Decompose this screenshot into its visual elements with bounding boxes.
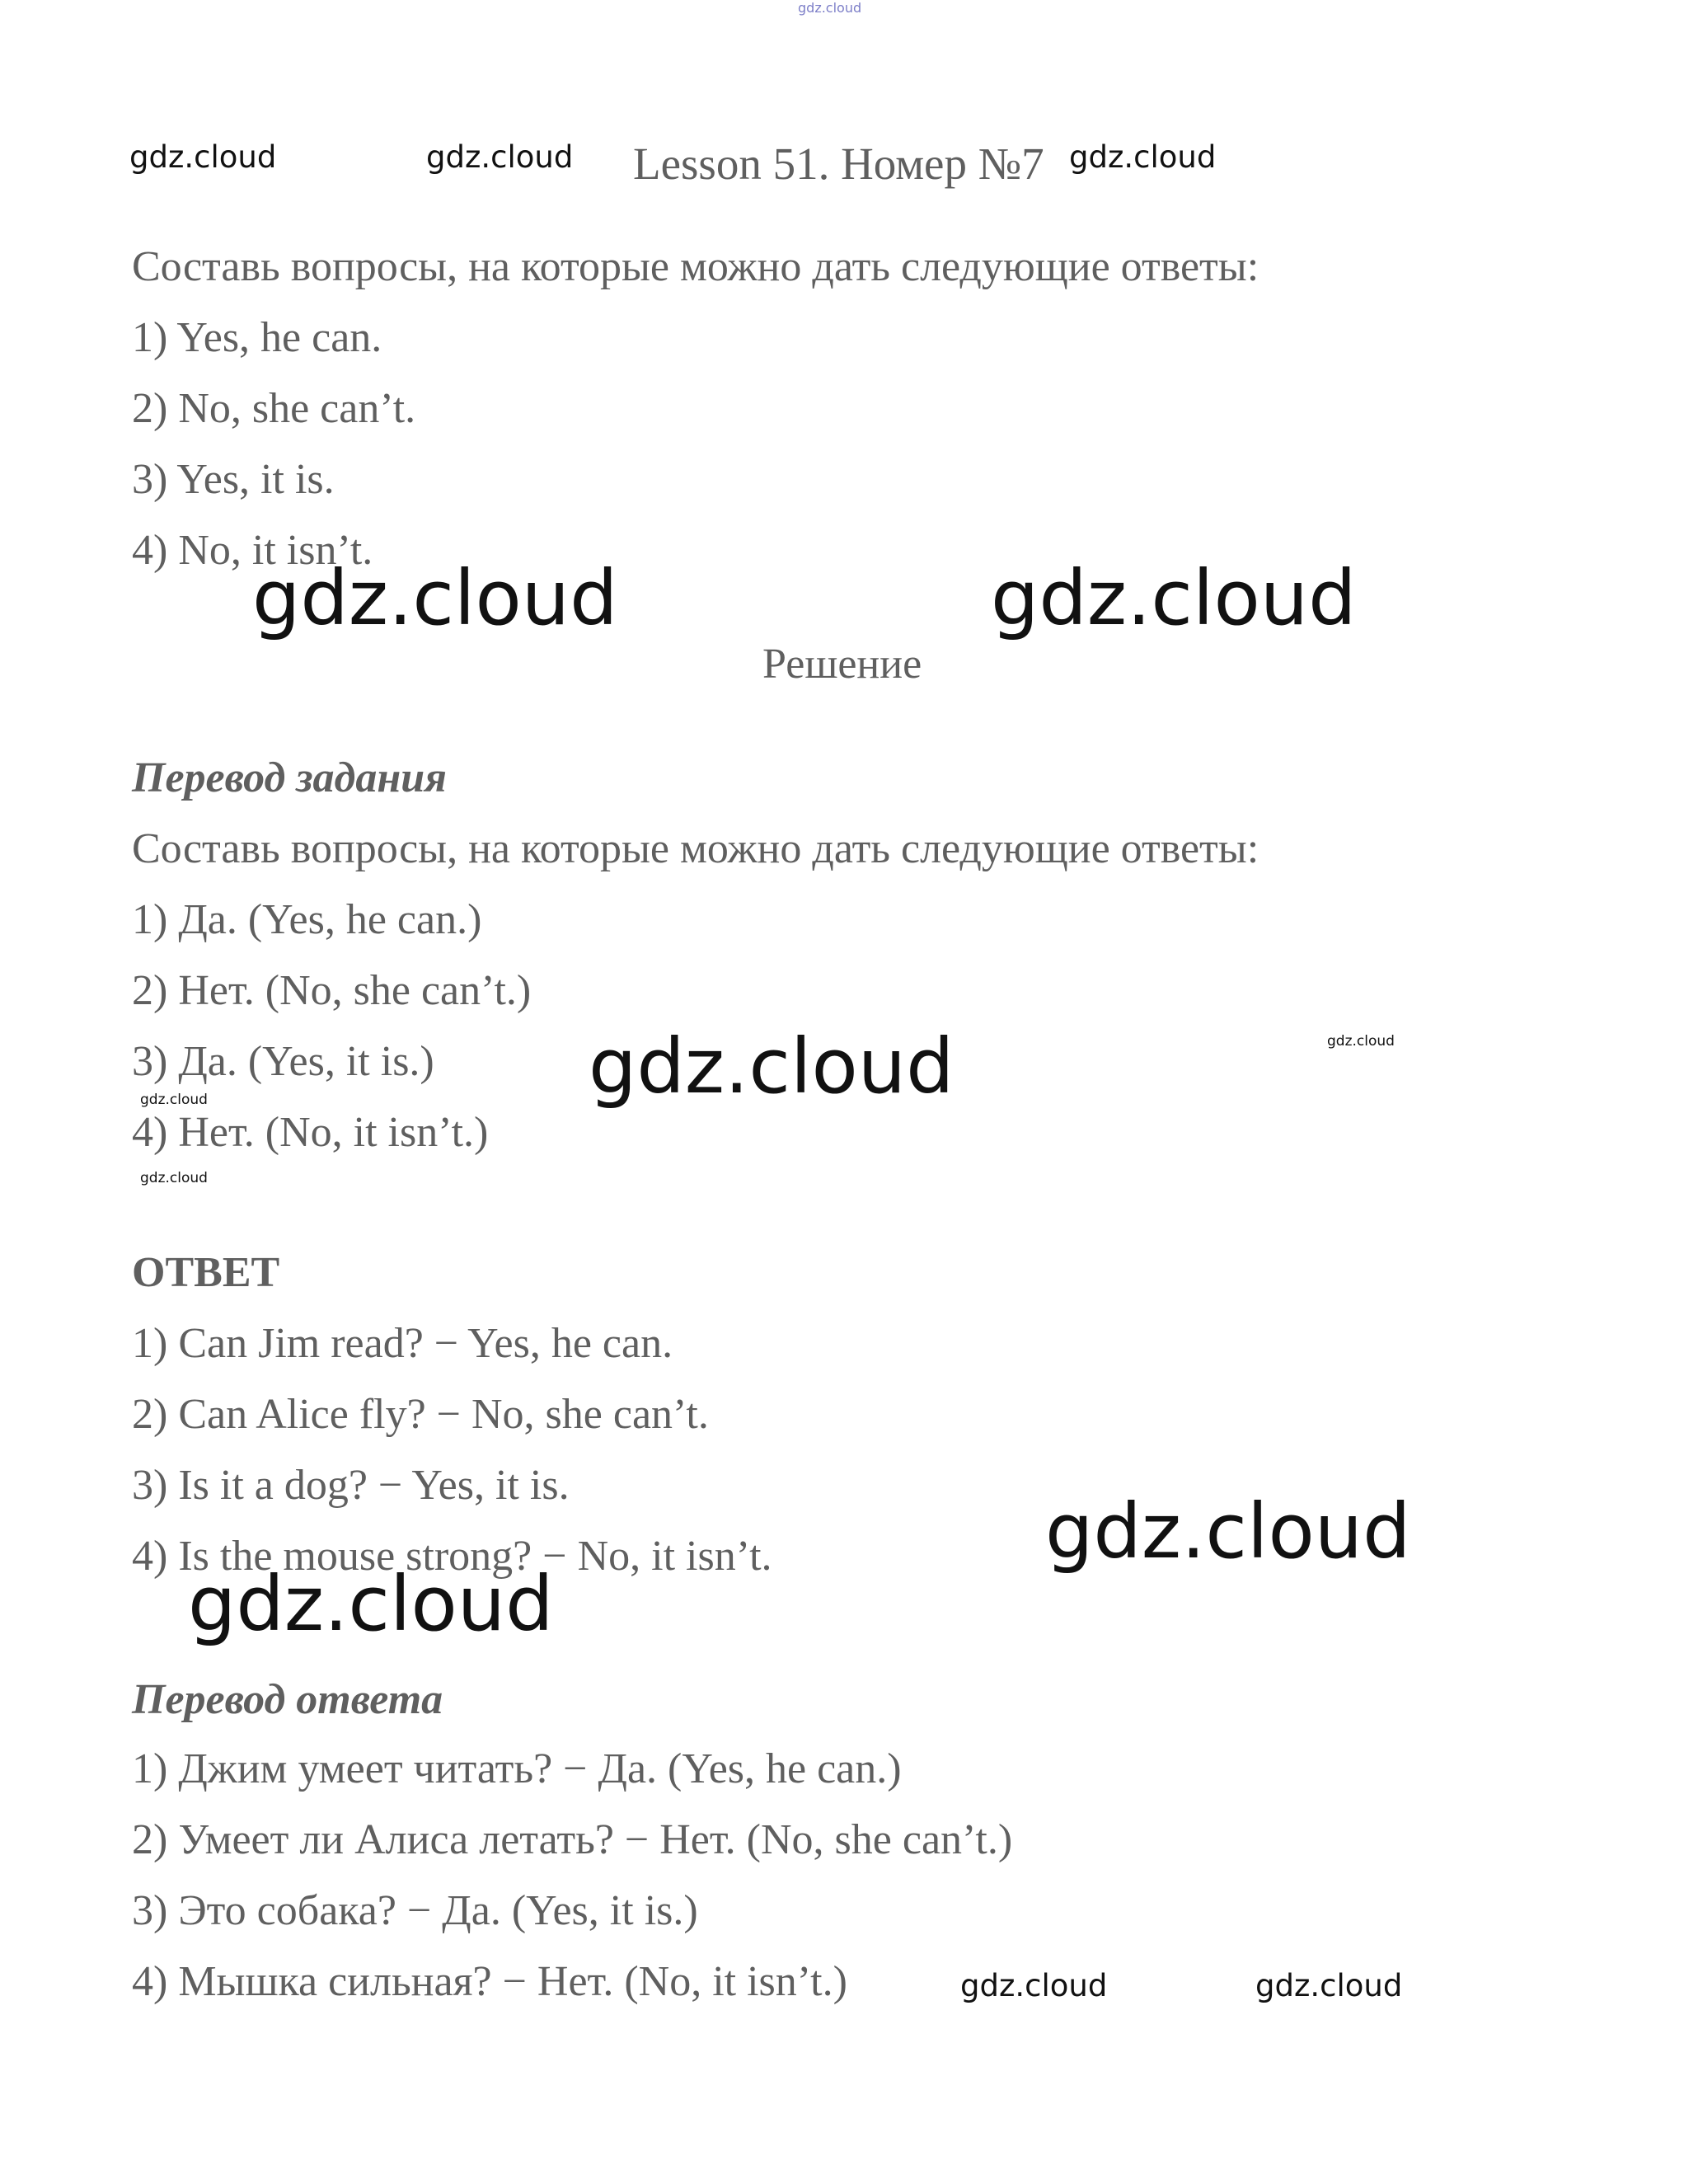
task-item-2: 2) No, she can’t. [132, 385, 416, 432]
task-item-3: 3) Yes, it is. [132, 456, 335, 503]
answer-item-3: 3) Is it a dog? − Yes, it is. [132, 1462, 570, 1509]
translation-answer-heading: Перевод ответа [132, 1676, 443, 1723]
answer-item-4: 4) Is the mouse strong? − No, it isn’t. [132, 1533, 772, 1580]
watermark-footer-1: gdz.cloud [960, 1968, 1108, 2003]
translation-task-item-2: 2) Нет. (No, she can’t.) [132, 967, 532, 1014]
translation-answer-item-4: 4) Мышка сильная? − Нет. (No, it isn’t.) [132, 1958, 847, 2005]
answer-item-1: 1) Can Jim read? − Yes, he can. [132, 1320, 673, 1367]
translation-answer-item-1: 1) Джим умеет читать? − Да. (Yes, he can.) [132, 1745, 902, 1792]
watermark-header-2: gdz.cloud [426, 139, 574, 175]
watermark-header-1: gdz.cloud [129, 139, 277, 175]
translation-task-item-1: 1) Да. (Yes, he can.) [132, 896, 482, 943]
task-item-1: 1) Yes, he can. [132, 314, 382, 361]
solution-label: Решение [762, 641, 922, 688]
watermark-large-4: gdz.cloud [1045, 1487, 1411, 1576]
watermark-large-3: gdz.cloud [589, 1022, 955, 1111]
watermark-large-5: gdz.cloud [188, 1560, 554, 1648]
translation-task-text: Составь вопросы, на которые можно дать следующие ответы: [132, 825, 1259, 872]
watermark-footer-2: gdz.cloud [1255, 1968, 1403, 2003]
translation-answer-item-2: 2) Умеет ли Алиса летать? − Нет. (No, she can’t.) [132, 1816, 1013, 1863]
answer-item-2: 2) Can Alice fly? − No, she can’t. [132, 1391, 709, 1438]
watermark-large-1: gdz.cloud [252, 554, 618, 642]
watermark-header-3: gdz.cloud [1069, 139, 1217, 175]
translation-task-item-4: 4) Нет. (No, it isn’t.) [132, 1109, 489, 1156]
task-item-4: 4) No, it isn’t. [132, 527, 373, 574]
watermark-small-3: gdz.cloud [140, 1170, 208, 1186]
translation-task-heading: Перевод задания [132, 754, 447, 801]
watermark-small-2: gdz.cloud [140, 1092, 208, 1108]
watermark-large-2: gdz.cloud [991, 554, 1357, 642]
watermark-small-1: gdz.cloud [1327, 1033, 1395, 1050]
task-text: Составь вопросы, на которые можно дать следующие ответы: [132, 243, 1259, 290]
page-title: Lesson 51. Номер №7 [633, 139, 1044, 189]
translation-task-item-3: 3) Да. (Yes, it is.) [132, 1038, 434, 1085]
answer-heading: ОТВЕТ [132, 1249, 280, 1296]
translation-answer-item-3: 3) Это собака? − Да. (Yes, it is.) [132, 1887, 698, 1934]
watermark-top: gdz.cloud [798, 0, 862, 16]
